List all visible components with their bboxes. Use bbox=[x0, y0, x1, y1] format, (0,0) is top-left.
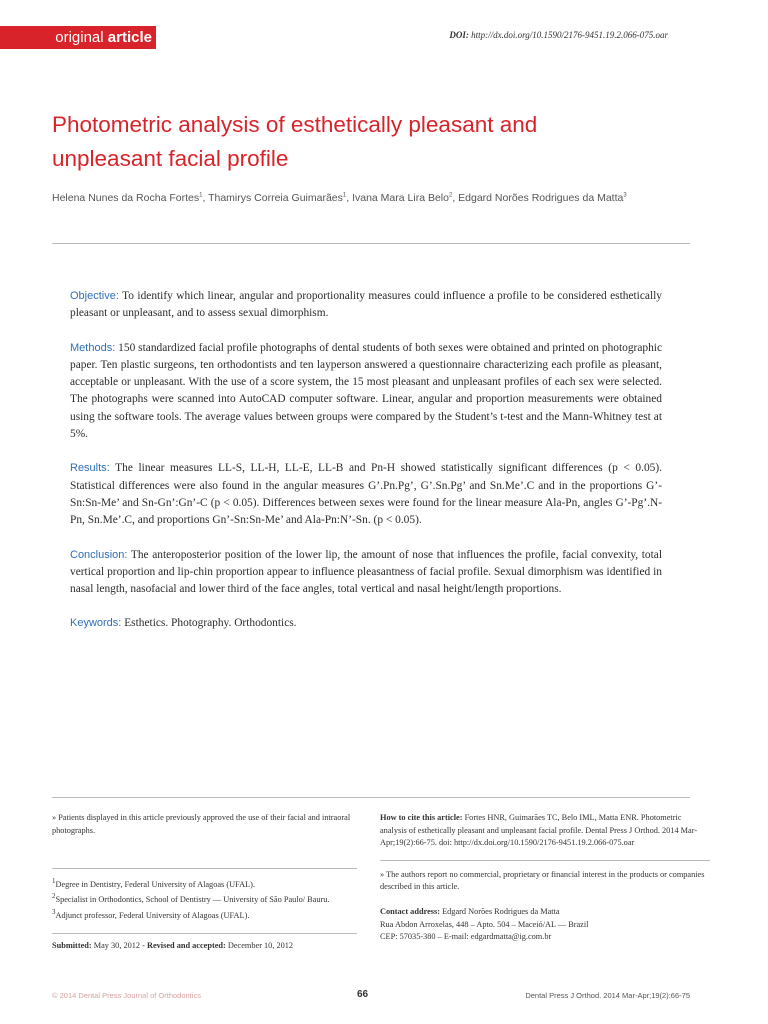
author-affiliation: 3 bbox=[623, 192, 627, 199]
contact-name: Edgard Norões Rodrigues da Matta bbox=[442, 906, 560, 916]
contact-street: Rua Abdon Arroxelas, 448 – Apto. 504 – Maceió/AL — Brazil bbox=[380, 919, 589, 929]
contact-label: Contact address: bbox=[380, 906, 440, 916]
submission-dates bbox=[52, 940, 357, 953]
keywords-label: Keywords: bbox=[70, 617, 122, 630]
affiliation-3: $^3$Adjunct professor, Federal University of Alagoas (UFAL). bbox=[52, 908, 250, 920]
affiliations bbox=[52, 876, 357, 922]
revised-date: December 10, 2012 bbox=[227, 941, 294, 950]
abstract-conclusion bbox=[70, 547, 662, 599]
citation-info bbox=[380, 812, 710, 944]
keywords-text: Esthetics. Photography. Orthodontics. bbox=[124, 617, 297, 630]
conclusion-text: The anteroposterior position of the lower lip, the amount of nose that influences the profile, facial convexity, total vertical proportion and lip-chin proportion appear to influence pleasantness of facial profile. Sexual dimorphism was identified in nasal length, nasofacial and lower third of the face angles, total vertical and nasal height/length proportions. bbox=[70, 548, 662, 596]
contact-address bbox=[380, 906, 710, 944]
abstract-results bbox=[70, 460, 662, 529]
copyright: © 2014 Dental Press Journal of Orthodontics bbox=[52, 991, 201, 1000]
journal-citation: Dental Press J Orthod. 2014 Mar-Apr;19(2):66-75 bbox=[525, 991, 690, 1000]
abstract-objective bbox=[70, 288, 662, 323]
objective-label: Objective: bbox=[70, 290, 119, 302]
contact-email: CEP: 57035-380 – E-mail: edgardmatta@ig.com.br bbox=[380, 932, 552, 942]
author: Helena Nunes da Rocha Fortes bbox=[52, 192, 200, 204]
affiliation-1: $^1$Degree in Dentistry, Federal University of Alagoas (UFAL). bbox=[52, 878, 255, 889]
title-line-1: Photometric analysis of esthetically pleasant and bbox=[52, 112, 538, 137]
tag-article: article bbox=[107, 29, 152, 46]
degrees-divider bbox=[52, 868, 357, 869]
title-line-2: unpleasant facial profile bbox=[52, 146, 289, 171]
affiliation-2: $^2$Specialist in Orthodontics, School of Dentistry — University of São Paulo/ Bauru. bbox=[52, 893, 330, 905]
abstract-keywords bbox=[70, 615, 662, 632]
methods-text: 150 standardized facial profile photographs of dental students of both sexes were obtained and printed on photographic paper. Ten plastic surgeons, ten orthodontists and ten layperson answered a questionnaire characterizing each profile as pleasant, acceptable or unpleasant. With the use of a score system, the 15 most pleasant and unpleasant profiles of each sex were selected. The photographs were scanned into AutoCAD computer software. Linear, angular and proportion measurements were obtained using the software tools. The average values between groups were compared by the Student’s t-test and the Mann-Whitney test at 5%. bbox=[70, 341, 662, 441]
cite-text: Fortes HNR, Guimarães TC, Belo IML, Matta ENR. Photometric analysis of esthetically pleasant and unpleasant facial profile. Dental Press J Orthod. 2014 Mar-Apr;19(2):66-75. doi: http://dx.doi.org/10.1590/2176-9451.19.2.066-075.oar bbox=[380, 813, 698, 848]
author-affiliation: 2 bbox=[448, 192, 453, 199]
doi-link[interactable]: http://dx.doi.org/10.1590/2176-9451.19.2.066-075.oar bbox=[471, 30, 668, 40]
tag-original: original bbox=[55, 29, 104, 46]
submitted-label: Submitted: bbox=[52, 941, 92, 950]
author-list: Helena Nunes da Rocha Fortes$^1$, Thamirys Correia Guimarães$^1$, Ivana Mara Lira Belo$^2$, Edgard Norões Rodrigues da Matta$^3$ bbox=[52, 192, 627, 204]
page-number: 66 bbox=[357, 989, 369, 1000]
author: Thamirys Correia Guimarães bbox=[208, 192, 343, 204]
cite-divider bbox=[380, 860, 710, 861]
abstract-methods bbox=[70, 340, 662, 444]
patients-note-text: » Patients displayed in this article previously approved the use of their facial and intraoral photographs. bbox=[52, 813, 351, 835]
how-to-cite bbox=[380, 812, 710, 850]
page-footer bbox=[52, 989, 690, 1003]
abstract-top-divider bbox=[52, 243, 690, 244]
author: Ivana Mara Lira Belo bbox=[352, 192, 449, 204]
abstract bbox=[70, 288, 662, 650]
results-text: The linear measures LL-S, LL-H, LL-E, LL-B and Pn-H showed statistically significant differences (p < 0.05). Statistical differences were also found in the angular measures G’.Pn.Pg’, G’.Sn.Pg’ and Sn.Me’.C and in the proportions G’-Sn:Sn-Me’ and Sn-Gn’:Gn’-C (p < 0.05). Differences between sexes were found for the linear measure Ala-Pn, angles G’-Pg’.N-Pn, Sn.Me’.C, and proportions Gn’-Sn:Sn-Me’ and Ala-Pn:N’-Sn. (p < 0.05). bbox=[70, 462, 663, 527]
article-type-tag bbox=[0, 26, 156, 49]
revised-label: Revised and accepted: bbox=[146, 941, 226, 950]
conflict-of-interest: » The authors report no commercial, proprietary or financial interest in the products or companies described in this article. bbox=[380, 869, 705, 892]
methods-label: Methods: bbox=[70, 341, 116, 354]
author: Edgard Norões Rodrigues da Matta bbox=[458, 192, 624, 204]
results-label: Results: bbox=[70, 462, 110, 475]
submitted-divider bbox=[52, 933, 357, 934]
footnotes-divider bbox=[52, 797, 690, 798]
doi-line bbox=[449, 30, 668, 40]
cite-label: How to cite this article: bbox=[380, 813, 463, 822]
patients-note bbox=[52, 812, 357, 837]
author-affiliation: 1 bbox=[342, 192, 347, 199]
article-title bbox=[52, 108, 692, 176]
conclusion-label: Conclusion: bbox=[70, 548, 128, 561]
submitted-date: May 30, 2012 - bbox=[93, 941, 145, 950]
author-affiliation: 1 bbox=[199, 192, 203, 199]
objective-text: To identify which linear, angular and proportionality measures could influence a profile to be considered esthetically pleasant or unpleasant, and to assess sexual dimorphism. bbox=[70, 290, 662, 320]
doi-label: DOI: bbox=[449, 30, 469, 40]
